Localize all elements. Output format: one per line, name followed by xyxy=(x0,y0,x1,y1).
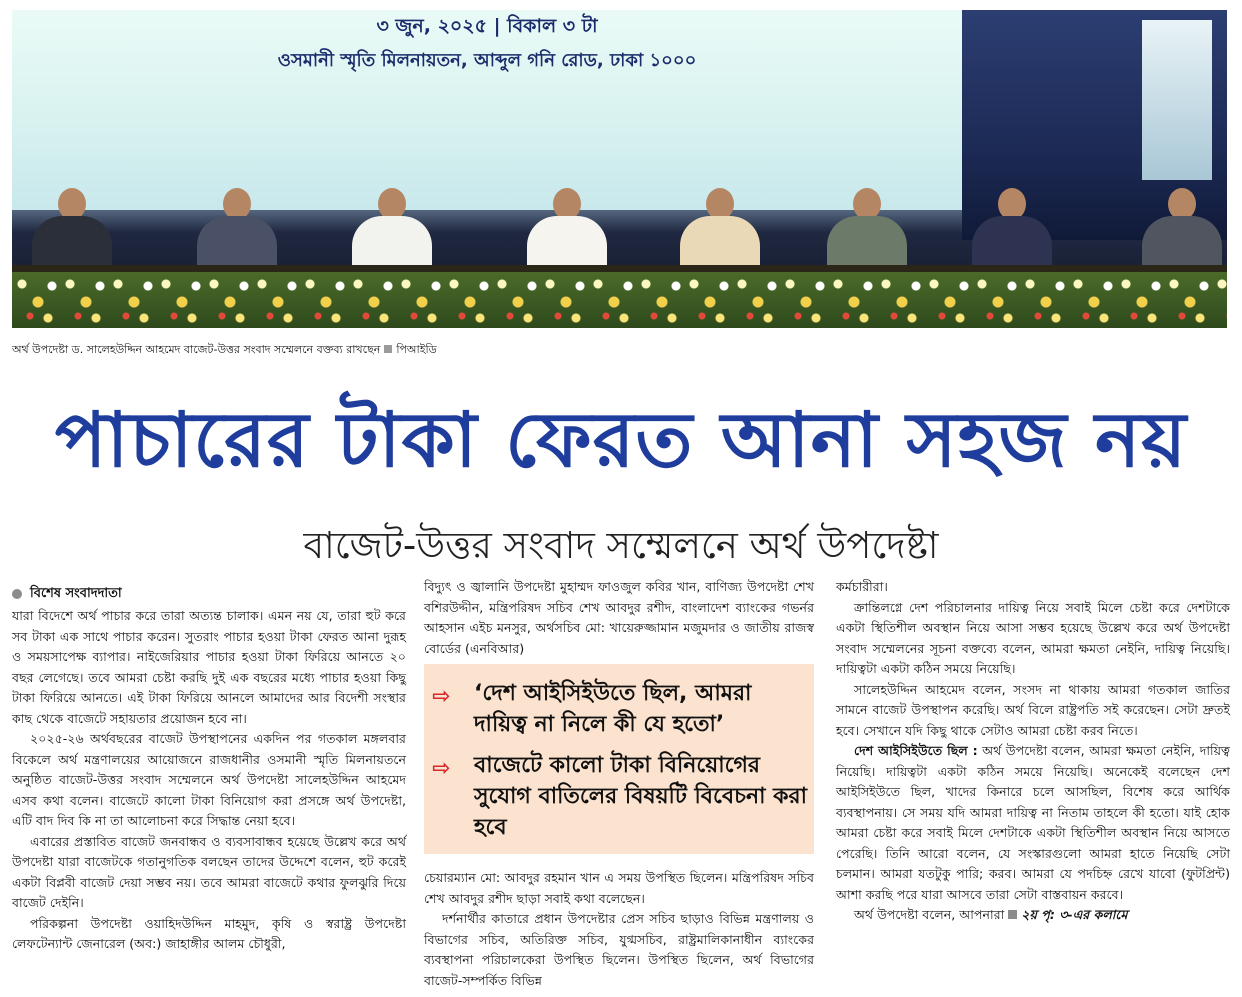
square-bullet-icon xyxy=(1008,910,1017,919)
column-2-bottom xyxy=(424,868,814,991)
panelist xyxy=(527,188,607,268)
panelist xyxy=(827,188,907,268)
byline xyxy=(12,584,122,605)
arrow-right-icon: ⇨ xyxy=(432,756,451,781)
arrow-right-icon: ⇨ xyxy=(432,684,451,709)
subheadline: বাজেট-উত্তর সংবাদ সম্মেলনে অর্থ উপদেষ্টা xyxy=(303,524,939,567)
bullet-icon xyxy=(12,589,22,599)
paragraph: বিদ্যুৎ ও জ্বালানি উপদেষ্টা মুহাম্মদ ফাওজুল কবির খান, বাণিজ্য উপদেষ্টা শেখ বশিরউদ্দীন, মন্ত্রিপরিষদ সচিব শেখ আবদুর রশীদ, বাংলাদেশ ব্যাংকের গভর্নর আহসান এইচ মনসুর, অর্থসচিব মো: খায়েরুজ্জামান মজুমদার ও জাতীয় রাজস্ব বোর্ডের (এনবিআর) xyxy=(424,579,814,656)
paragraph xyxy=(836,741,1230,905)
paragraph-text: অর্থ উপদেষ্টা বলেন, আমরা ক্ষমতা নেইনি, দায়িত্ব নিয়েছি। দায়িত্বটা একটা কঠিন সময়ে নিয়েছি। অনেকেই বলেছেন দেশ আইসিইউতে ছিল, খাদের কিনারে চলে আসছিল, বিশেষ করে আর্থিক ব্যবস্থাপনায়। সে সময় যদি আমরা দায়িত্ব না নিতাম তাহলে কী হতো। যাই হোক আমরা চেষ্টা করে সবাই মিলে দেশটাকে একটা স্থিতিশীল অবস্থান নিয়ে আসতে পেরেছি। তিনি আরো বলেন, যে সংস্কারগুলো আমরা হাতে নিয়েছি সেটা চলমান। আমরা যতটুকু পারি; করব। আমরা যে পদচিহ্ন রেখে যাবো (ফুটপ্রিন্ট) আশা করছি পরে যারা আসবে তারা সেটা বাস্তবায়ন করবে। xyxy=(836,743,1230,902)
panelist xyxy=(1142,188,1222,268)
banner-date: ৩ জুন, ২০২৫ | বিকাল ৩ টা xyxy=(376,15,598,37)
pull-quote-text: বাজেটে কালো টাকা বিনিয়োগের সুযোগ বাতিলের বিষয়টি বিবেচনা করা হবে xyxy=(474,753,808,840)
column-1 xyxy=(12,606,406,955)
paragraph xyxy=(836,905,1230,926)
square-bullet-icon xyxy=(384,345,392,353)
banner-venue: ওসমানী স্মৃতি মিলনায়তন, আব্দুল গনি রোড, ঢাকা ১০০০ xyxy=(277,50,697,71)
paragraph: ২০২৫-২৬ অর্থবছরের বাজেট উপস্থাপনের একদিন পর গতকাল মঙ্গলবার বিকেলে অর্থ মন্ত্রণালয়ের আয়োজনে রাজধানীর ওসমানী স্মৃতি মিলনায়তনে অনুষ্ঠিত বাজেট-উত্তর সংবাদ সম্মেলনে অর্থ উপদেষ্টা সালেহউদ্দিন আহমেদ এসব কথা বলেন। বাজেটে কালো টাকা বিনিয়োগ করা প্রসঙ্গে অর্থ উপদেষ্টা, এটি বাদ দিব কি না তা আলোচনা করে সিদ্ধান্ত নেয়া হবে। xyxy=(12,731,406,828)
wall-panel xyxy=(1142,20,1212,180)
column-2-top xyxy=(424,577,814,659)
jump-text: ২য় পৃ: ৩-এর কলামে xyxy=(1021,907,1128,922)
flower-decoration xyxy=(12,272,1227,328)
headline: পাচারের টাকা ফেরত আনা সহজ নয় xyxy=(54,395,1188,484)
paragraph: দর্শনার্থীর কাতারে প্রধান উপদেষ্টার প্রেস সচিব ছাড়াও বিভিন্ন মন্ত্রণালয় ও বিভাগের সচিব, অতিরিক্ত সচিব, যুগ্মসচিব, রাষ্ট্রমালিকানাধীন ব্যাংকের ব্যবস্থাপনা পরিচালকেরা উপস্থিত ছিলেন। উপস্থিত ছিলেন, অর্থ বিভাগের বাজেট-সম্পর্কিত বিভিন্ন xyxy=(424,911,814,988)
paragraph: সালেহউদ্দিন আহমেদ বলেন, সংসদ না থাকায় আমরা গতকাল জাতির সামনে বাজেট উপস্থাপন করেছি। অর্থ বিলে রাষ্ট্রপতি সই করেছেন। সেটা দ্রুতই হবে। সেখানে যদি কিছু থাকে সেটাও আমরা চেষ্টা করব নিতে। xyxy=(836,681,1230,738)
press-conference-photo xyxy=(12,10,1227,328)
caption-credit: পিআইডি xyxy=(396,343,437,356)
paragraph: এবারের প্রস্তাবিত বাজেট জনবান্ধব ও ব্যবসাবান্ধব হয়েছে উল্লেখ করে অর্থ উপদেষ্টা যারা বাজেটকে গতানুগতিক বলছেন তাদের উদ্দেশে বলেন, হুট করেই একটা বিপ্লবী বাজেট দেয়া সম্ভব নয়। তবে আমরা বাজেটে কথার ফুলঝুরি দিয়ে বাজেট দেইনি। xyxy=(12,833,406,910)
paragraph-text: অর্থ উপদেষ্টা বলেন, আপনারা xyxy=(854,907,1005,922)
pull-quote-text: ‘দেশ আইসিইউতে ছিল, আমরা দায়িত্ব না নিলে কী যে হতো’ xyxy=(474,681,752,737)
photo-caption xyxy=(12,341,437,360)
panelist xyxy=(352,188,432,268)
byline-text: বিশেষ সংবাদদাতা xyxy=(30,586,122,601)
paragraph: যারা বিদেশে অর্থ পাচার করে তারা অত্যন্ত চালাক। এমন নয় যে, তারা হুট করে সব টাকা এক সাথে পাচার করেন। সুতরাং পাচার হওয়া টাকা ফেরত আনা দুরূহ ও সময়সাপেক্ষ ব্যাপার। নাইজেরিয়ার পাচার হওয়া টাকা ফিরিয়ে আনতে ২০ বছর লেগেছে। তবে আমরা চেষ্টা করছি দুই এক বছরের মধ্যে পাচার হওয়া কিছু টাকা ফিরিয়ে আনতে। এই টাকা ফিরিয়ে আনলে আমাদের আর বিদেশী সংস্থার কাছ থেকে বাজেটে সহায়তার প্রয়োজন হবে না। xyxy=(12,608,406,726)
caption-text: অর্থ উপদেষ্টা ড. সালেহউদ্দিন আহমেদ বাজেট-উত্তর সংবাদ সম্মেলনে বক্তব্য রাখছেন xyxy=(12,343,381,356)
column-3 xyxy=(836,577,1230,926)
panelist xyxy=(32,188,112,268)
paragraph: চেয়ারম্যান মো: আবদুর রহমান খান এ সময় উপস্থিত ছিলেন। মন্ত্রিপরিষদ সচিব শেখ আবদুর রশীদ ছাড়া সবাই কথা বলেছেন। xyxy=(424,870,814,906)
paragraph: কর্মচারীরা। xyxy=(836,579,888,594)
panelist xyxy=(680,188,760,268)
paragraph: পরিকল্পনা উপদেষ্টা ওয়াহিদউদ্দিন মাহমুদ, কৃষি ও স্বরাষ্ট্র উপদেষ্টা লেফটেন্যান্ট জেনারেল (অব:) জাহাঙ্গীর আলম চৌধুরী, xyxy=(12,915,406,951)
side-heading: দেশ আইসিইউতে ছিল : xyxy=(854,743,978,758)
panelist xyxy=(197,188,277,268)
continued-jump xyxy=(1004,907,1127,922)
paragraph: ক্রান্তিলগ্নে দেশ পরিচালনার দায়িত্ব নিয়ে সবাই মিলে চেষ্টা করে দেশটাকে একটা স্থিতিশীল অবস্থান নিয়ে আসা সম্ভব হয়েছে উল্লেখ করে অর্থ উপদেষ্টা সংবাদ সম্মেলনের সূচনা বক্তব্যে বলেন, আমরা ক্ষমতা নেইনি, দায়িত্ব নিয়েছি। দায়িত্বটা একটা কঠিন সময়ে নিয়েছি। xyxy=(836,599,1230,676)
panelist xyxy=(972,188,1052,268)
pull-quote-box xyxy=(424,664,814,854)
